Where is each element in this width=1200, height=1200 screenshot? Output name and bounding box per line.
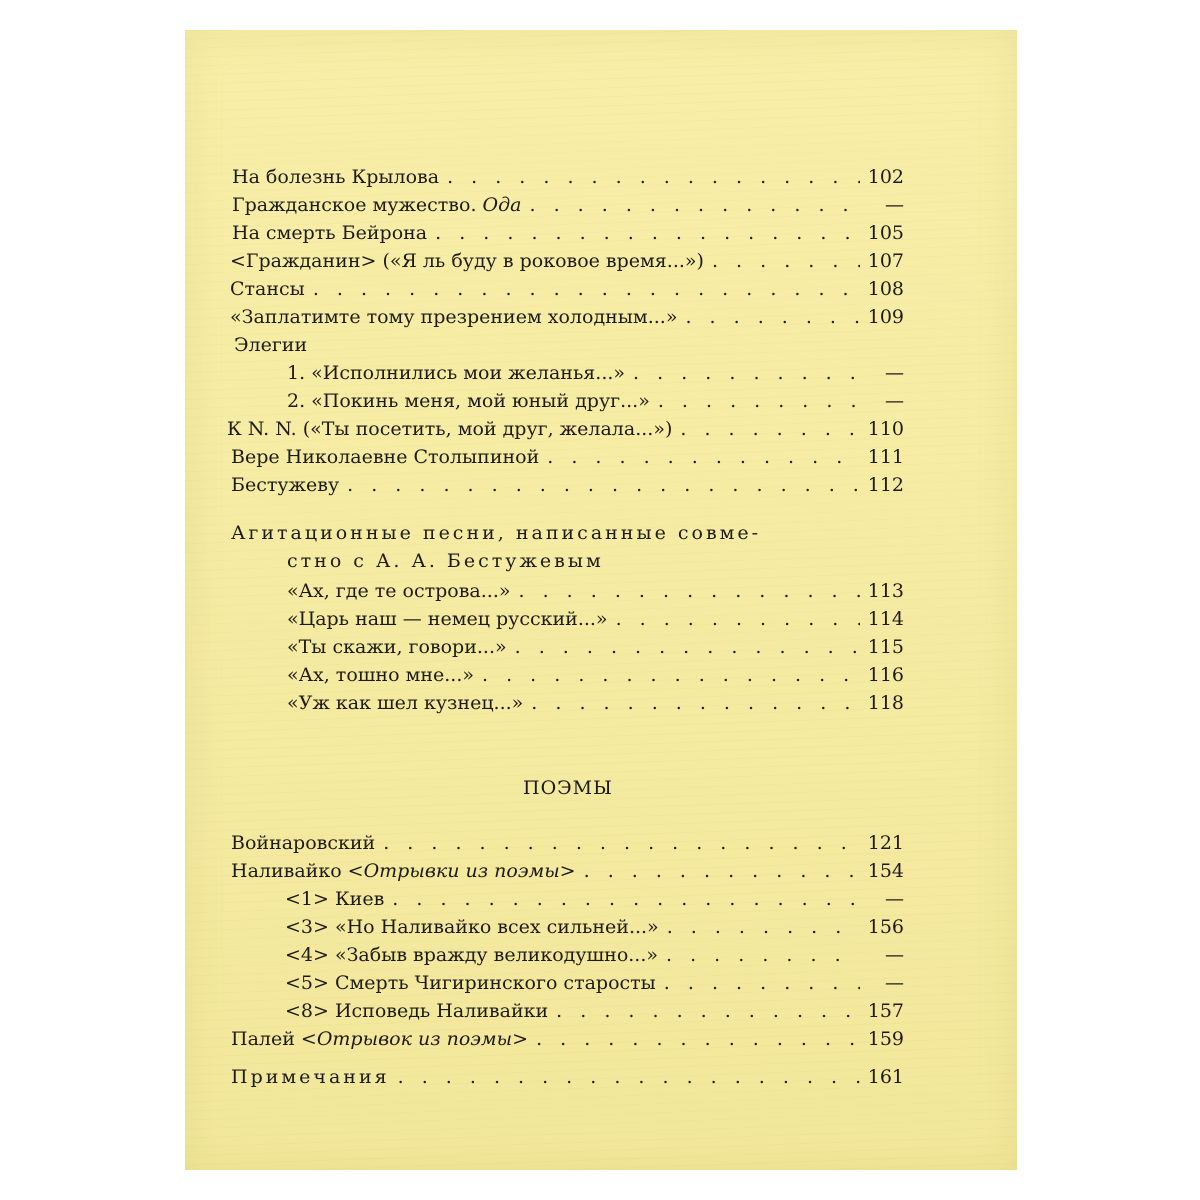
toc-entry — [285, 885, 904, 913]
toc-entry-title: <1> Киев — [285, 888, 385, 910]
toc-entry — [232, 219, 904, 247]
toc-entry-title: 1. «Исполнились мои желанья...» — [287, 362, 626, 384]
toc-entry — [230, 247, 904, 275]
toc-entry-page: 112 — [867, 474, 904, 496]
toc-entry-title: «Царь наш — немец русский...» — [287, 608, 608, 630]
toc-entry-page: 159 — [867, 1028, 904, 1050]
toc-entry-page: — — [885, 944, 904, 966]
toc-entry — [285, 941, 904, 969]
toc-entry-title: <3> «Но Наливайко всех сильней...» — [285, 916, 659, 938]
toc-entry-title: «Уж как шел кузнец...» — [287, 692, 524, 714]
toc-entry-title: <5> Смерть Чигиринского старосты — [285, 972, 656, 994]
toc-entry-page: 108 — [867, 278, 904, 300]
section-heading: ПОЭМЫ — [523, 777, 613, 799]
dot-leader — [515, 633, 860, 661]
toc-entry — [230, 275, 904, 303]
toc-entry-page: — — [885, 390, 904, 412]
dot-leader — [685, 303, 860, 331]
dot-leader — [519, 577, 860, 605]
toc-entry — [231, 443, 904, 471]
toc-entry-page: 156 — [867, 916, 904, 938]
toc-entry-title: Вере Николаевне Столыпиной — [231, 446, 540, 468]
dot-leader — [536, 1025, 860, 1053]
toc-entry-page: — — [885, 972, 904, 994]
toc-entry — [231, 1063, 904, 1091]
toc-entry — [231, 857, 904, 885]
toc-entry-title-italic: <Отрывки из поэмы> — [347, 860, 576, 882]
dot-leader — [447, 163, 860, 191]
dot-leader — [392, 885, 860, 913]
toc-entry — [230, 303, 904, 331]
toc-entry-page: — — [885, 194, 904, 216]
dot-leader — [530, 191, 861, 219]
toc-entry-page: 114 — [867, 608, 904, 630]
toc-entry — [287, 387, 904, 415]
toc-entry-page: 118 — [867, 692, 904, 714]
toc-entry-title: «Заплатимте тому презрением холодным...» — [230, 306, 678, 328]
toc-entry — [287, 633, 904, 661]
toc-entry-title: Войнаровский — [231, 832, 376, 854]
toc-entry-page: 157 — [867, 1000, 904, 1022]
toc-entry-title: На болезнь Крылова — [232, 166, 440, 188]
toc-entry — [227, 415, 904, 443]
toc-entry — [287, 689, 904, 717]
toc-entry-title: Стансы — [230, 278, 305, 300]
dot-leader — [712, 247, 860, 275]
toc-entry — [287, 577, 904, 605]
toc-entry-page: 107 — [867, 250, 904, 272]
toc-entry-page: 111 — [867, 446, 904, 468]
toc-group-heading — [231, 519, 911, 547]
toc-entry-title-text: Палей — [231, 1028, 301, 1050]
toc-entry-title — [231, 1025, 528, 1053]
toc-entry — [231, 1025, 904, 1053]
toc-entry — [287, 359, 904, 387]
toc-entry-title: <8> Исповедь Наливайки — [285, 1000, 549, 1022]
toc-entry-page: 154 — [867, 860, 904, 882]
dot-leader — [313, 275, 860, 303]
toc-entry-title: Примечания — [231, 1066, 390, 1088]
toc-entry-page: — — [885, 362, 904, 384]
toc-entry-title: «Ты скажи, говори...» — [287, 636, 507, 658]
toc-entry-page: 109 — [867, 306, 904, 328]
toc-entry-page: 102 — [867, 166, 904, 188]
toc-entry-title: <Гражданин> («Я ль буду в роковое время...») — [230, 250, 704, 272]
dot-leader — [584, 857, 860, 885]
dot-leader — [616, 605, 860, 633]
toc-entry-title-italic: <Отрывок из поэмы> — [300, 1028, 529, 1050]
toc-entry-title: К N. N. («Ты посетить, мой друг, желала...») — [227, 418, 673, 440]
toc-entry-page: 110 — [867, 418, 904, 440]
toc-entry-page: 105 — [867, 222, 904, 244]
toc-entry-title: «Ах, где те острова...» — [287, 580, 511, 602]
agitation-heading-line2: стно с А. А. Бестужевым — [287, 550, 604, 572]
toc-entry — [287, 661, 904, 689]
dot-leader — [383, 829, 860, 857]
toc-entry — [231, 829, 904, 857]
toc-entry-title-italic: Ода — [476, 194, 522, 216]
toc-entry-page: 115 — [867, 636, 904, 658]
toc-entry-page: — — [885, 888, 904, 910]
toc-entry — [231, 471, 904, 499]
toc-entry-title: «Ах, тошно мне...» — [287, 664, 474, 686]
toc-entry-title-text: Наливайко — [231, 860, 348, 882]
toc-entry-title: На смерть Бейрона — [232, 222, 428, 244]
toc-group-heading — [234, 331, 906, 359]
dot-leader — [347, 471, 860, 499]
dot-leader — [531, 689, 860, 717]
agitation-heading-line1: Агитационные песни, написанные совме- — [231, 522, 762, 544]
toc-entry — [285, 969, 904, 997]
toc-entry-title: Бестужеву — [231, 474, 340, 496]
dot-leader — [482, 661, 860, 689]
dot-leader — [667, 913, 860, 941]
toc-entry — [232, 163, 904, 191]
dot-leader — [666, 941, 860, 969]
toc-entry — [232, 191, 904, 219]
dot-leader — [664, 969, 860, 997]
dot-leader — [658, 387, 860, 415]
table-of-contents — [185, 30, 1017, 1170]
toc-entry-page: 161 — [867, 1066, 904, 1088]
toc-entry-title: <4> «Забыв вражду великодушно...» — [285, 944, 659, 966]
toc-entry-page: 116 — [867, 664, 904, 686]
dot-leader — [680, 415, 860, 443]
toc-entry — [287, 605, 904, 633]
dot-leader — [547, 443, 860, 471]
toc-entry-page: 121 — [867, 832, 904, 854]
toc-entry — [285, 997, 904, 1025]
toc-entry-page: 113 — [867, 580, 904, 602]
toc-entry — [285, 913, 904, 941]
dot-leader — [435, 219, 860, 247]
dot-leader — [633, 359, 860, 387]
toc-entry-title-text: Гражданское мужество. — [232, 194, 477, 216]
dot-leader — [398, 1063, 860, 1091]
elegies-heading: Элегии — [234, 334, 308, 356]
toc-entry-title — [231, 857, 576, 885]
toc-entry-title: 2. «Покинь меня, мой юный друг...» — [287, 390, 650, 412]
toc-entry-title — [232, 191, 522, 219]
book-page — [185, 30, 1017, 1170]
toc-group-heading — [287, 547, 907, 575]
dot-leader — [556, 997, 860, 1025]
